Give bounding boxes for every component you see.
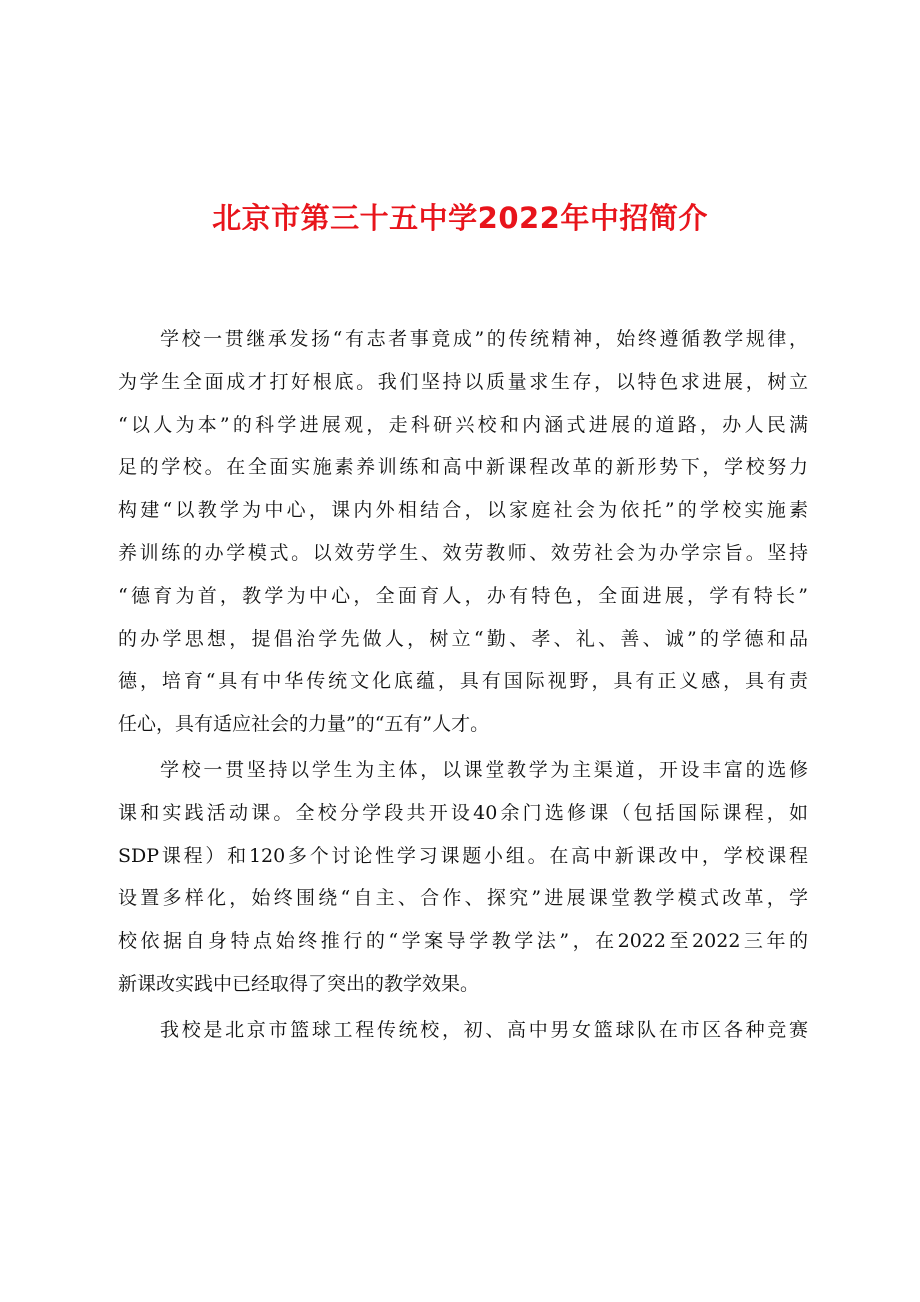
paragraph <box>118 749 808 1006</box>
paragraph-line: 为学生全面成才打好根底。我们坚持以质量求生存，以特色求进展，树立 <box>118 370 808 393</box>
paragraph-line: 新课改实践中已经取得了突出的教学效果。 <box>118 972 480 995</box>
paragraph-line: 德，培育“具有中华传统文化底蕴，具有国际视野，具有正义感，具有责 <box>118 670 808 693</box>
paragraph-line: 的办学思想，提倡治学先做人，树立“勤、孝、礼、善、诚”的学德和品 <box>118 627 808 650</box>
paragraph-line: 课和实践活动课。全校分学段共开设40余门选修课（包括国际课程，如 <box>118 801 808 824</box>
paragraph-line: “德育为首，教学为中心，全面育人，办有特色，全面进展，学有特长” <box>118 584 808 607</box>
paragraph-line: 设置多样化，始终围绕“自主、合作、探究”进展课堂教学模式改革，学 <box>118 887 808 910</box>
paragraph-line: 构建“以教学为中心，课内外相结合，以家庭社会为依托”的学校实施素 <box>118 499 808 522</box>
paragraph-line: 足的学校。在全面实施素养训练和高中新课程改革的新形势下，学校努力 <box>118 456 808 479</box>
document-title: 北京市第三十五中学2022年中招简介 <box>212 201 708 235</box>
paragraph-line: 学校一贯坚持以学生为主体，以课堂教学为主渠道，开设丰富的选修 <box>160 758 808 781</box>
paragraph-line: 校依据自身特点始终推行的“学案导学教学法”，在2022至2022三年的 <box>118 930 808 953</box>
paragraph-line: 学校一贯继承发扬“有志者事竟成”的传统精神，始终遵循教学规律， <box>160 328 808 350</box>
document-body <box>118 318 808 1055</box>
paragraph <box>118 318 808 746</box>
paragraph-line: 我校是北京市篮球工程传统校，初、高中男女篮球队在市区各种竞赛 <box>160 1018 808 1041</box>
paragraph-line: 养训练的办学模式。以效劳学生、效劳教师、效劳社会为办学宗旨。坚持 <box>118 541 808 564</box>
paragraph <box>118 1009 808 1052</box>
paragraph-line: SDP课程）和120多个讨论性学习课题小组。在高中新课改中，学校课程 <box>118 844 808 867</box>
paragraph-line: 任心，具有适应社会的力量”的“五有”人才。 <box>118 713 490 736</box>
paragraph-line: “以人为本”的科学进展观，走科研兴校和内涵式进展的道路，办人民满 <box>118 413 808 436</box>
